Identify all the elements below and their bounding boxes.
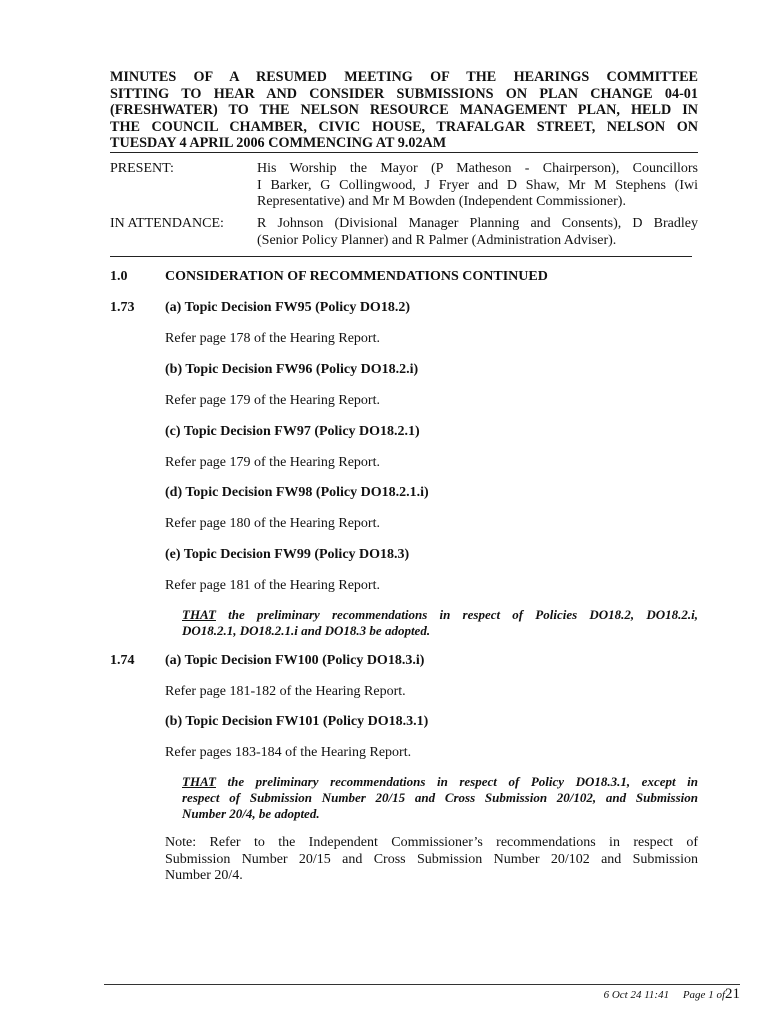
- resolution-text: the preliminary recommendations in respect of Policy DO18.3.1, except in: [215, 774, 698, 789]
- refer-text: Refer page 178 of the Hearing Report.: [165, 331, 380, 346]
- note-line: Note: Refer to the Independent Commissioner’s recommendations in respect of: [165, 835, 698, 850]
- title-divider: [110, 152, 698, 153]
- footer-total-pages: 21: [725, 986, 740, 1002]
- refer-text: Refer page 179 of the Hearing Report.: [165, 455, 380, 470]
- title-line: SITTING TO HEAR AND CONSIDER SUBMISSIONS ON PLAN CHANGE 04-01: [110, 85, 698, 102]
- topic-heading: (d) Topic Decision FW98 (Policy DO18.2.1.i): [165, 485, 429, 500]
- minutes-title: [110, 69, 698, 152]
- resolution-keyword: THAT: [182, 607, 216, 622]
- footer-divider: [104, 984, 740, 985]
- refer-text: Refer page 181-182 of the Hearing Report.: [165, 684, 406, 699]
- topic-heading: (c) Topic Decision FW97 (Policy DO18.2.1): [165, 424, 420, 439]
- attendance-list: [257, 216, 698, 249]
- resolution: [182, 774, 698, 823]
- refer-text: Refer page 181 of the Hearing Report.: [165, 578, 380, 593]
- resolution-line: DO18.2.1, DO18.2.1.i and DO18.3 be adopted.: [182, 623, 431, 639]
- present-list: [257, 161, 698, 211]
- page-footer: [604, 986, 740, 1003]
- topic-heading: (a) Topic Decision FW95 (Policy DO18.2): [165, 300, 410, 315]
- attendance-line: R Johnson (Divisional Manager Planning and Consents), D Bradley: [257, 216, 698, 231]
- footer-of-label: of: [716, 989, 725, 1001]
- resolution-text: the preliminary recommendations in respect of Policies DO18.2, DO18.2.i,: [215, 607, 698, 622]
- refer-text: Refer pages 183-184 of the Hearing Report.: [165, 745, 412, 760]
- resolution-line: [182, 774, 698, 790]
- header-divider: [110, 256, 692, 257]
- note-line: Number 20/4.: [165, 868, 243, 884]
- present-line: I Barker, G Collingwood, J Fryer and D Shaw, Mr M Stephens (Iwi: [257, 177, 698, 193]
- attendance-line: (Senior Policy Planner) and R Palmer (Administration Adviser).: [257, 232, 617, 248]
- present-line: Representative) and Mr M Bowden (Independent Commissioner).: [257, 194, 626, 210]
- attendance-label: IN ATTENDANCE:: [110, 216, 224, 231]
- present-line: His Worship the Mayor (P Matheson - Chairperson), Councillors: [257, 161, 698, 176]
- item-number: 1.73: [110, 300, 135, 315]
- section-number: 1.0: [110, 269, 128, 284]
- topic-heading: (b) Topic Decision FW96 (Policy DO18.2.i): [165, 362, 419, 377]
- resolution: [182, 607, 698, 639]
- section-heading: CONSIDERATION OF RECOMMENDATIONS CONTINUED: [165, 269, 548, 284]
- item-number: 1.74: [110, 653, 135, 668]
- footer-page-number: 1: [708, 989, 714, 1001]
- note: [165, 835, 698, 885]
- topic-heading: (b) Topic Decision FW101 (Policy DO18.3.1): [165, 714, 429, 729]
- refer-text: Refer page 180 of the Hearing Report.: [165, 516, 380, 531]
- title-line: TUESDAY 4 APRIL 2006 COMMENCING AT 9.02AM: [110, 135, 447, 152]
- title-line: (FRESHWATER) TO THE NELSON RESOURCE MANAGEMENT PLAN, HELD IN: [110, 102, 698, 119]
- resolution-line: respect of Submission Number 20/15 and Cross Submission 20/102, and Submission: [182, 790, 698, 806]
- refer-text: Refer page 179 of the Hearing Report.: [165, 393, 380, 408]
- note-line: Submission Number 20/15 and Cross Submission Number 20/102 and Submission: [165, 851, 698, 867]
- resolution-line: Number 20/4, be adopted.: [182, 806, 320, 822]
- topic-heading: (a) Topic Decision FW100 (Policy DO18.3.i): [165, 653, 425, 668]
- resolution-keyword: THAT: [182, 774, 216, 789]
- topic-heading: (e) Topic Decision FW99 (Policy DO18.3): [165, 547, 410, 562]
- title-line: THE COUNCIL CHAMBER, CIVIC HOUSE, TRAFALGAR STREET, NELSON ON: [110, 118, 698, 135]
- resolution-line: [182, 607, 698, 623]
- footer-date: 6 Oct 24 11:41: [603, 989, 670, 1001]
- title-line: MINUTES OF A RESUMED MEETING OF THE HEARINGS COMMITTEE: [110, 69, 698, 85]
- footer-page-label: Page: [682, 989, 706, 1001]
- present-label: PRESENT:: [110, 161, 174, 176]
